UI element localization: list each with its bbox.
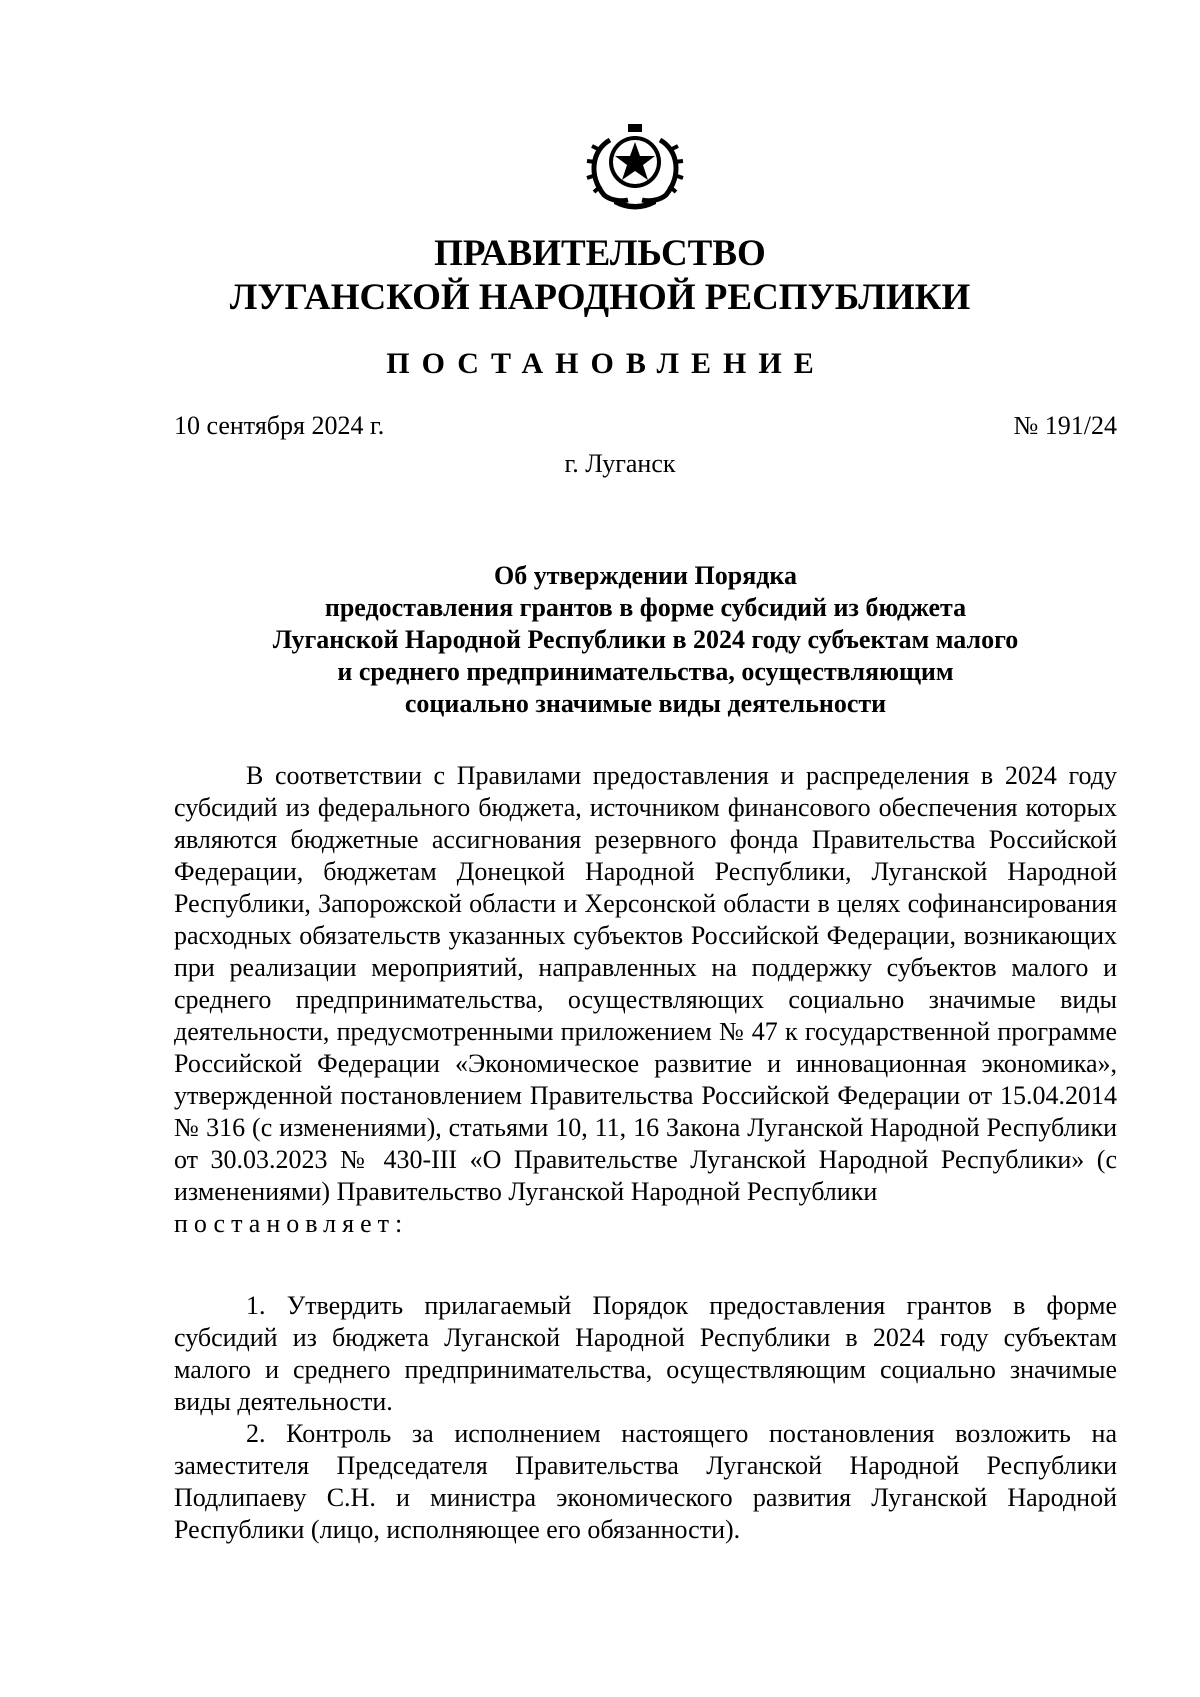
item-1-block xyxy=(174,1290,1117,1418)
government-title-line2: ЛУГАНСКОЙ НАРОДНОЙ РЕСПУБЛИКИ xyxy=(229,277,971,318)
preamble-paragraph: В соответствии с Правилами предоставления и распределения в 2024 году субсидий из федерального бюджета, источником финансового обеспечения которых являются бюджетные ассигнования резервного фонда Правительства Российской Федерации, бюджетам Донецкой Народной Республики, Луганской Народной Республики, Запорожской области и Херсонской области в целях софинансирования расходных обязательств указанных субъектов Российской Федерации, возникающих при реализации мероприятий, направленных на поддержку субъектов малого и среднего предпринимательства, осуществляющих социально значимые виды деятельности, предусмотренными приложением № 47 к государственной программе Российской Федерации «Экономическое развитие и инновационная экономика», утвержденной постановлением Правительства Российской Федерации от 15.04.2014 № 316 (с изменениями), статьями 10, 11, 16 Закона Луганской Народной Республики от 30.03.2023 № 430-III «О Правительстве Луганской Народной Республики» (с изменениями) Правительство Луганской Народной Республики xyxy=(174,761,1117,1206)
preamble-block xyxy=(174,760,1117,1240)
subject-line: Луганской Народной Республики в 2024 году субъектам малого xyxy=(272,625,1019,654)
decides-word: постановляет: xyxy=(174,1209,409,1238)
document-date: 10 сентября 2024 г. xyxy=(174,411,385,440)
coat-of-arms-icon xyxy=(570,120,700,210)
subject-line: предоставления грантов в форме субсидий из бюджета xyxy=(324,593,967,622)
document-type: ПОСТАНОВЛЕНИЕ xyxy=(386,347,826,380)
item-2-block xyxy=(174,1418,1117,1546)
subject-line: Об утверждении Порядка xyxy=(493,561,797,590)
item-1-paragraph: 1. Утвердить прилагаемый Порядок предоставления грантов в форме субсидий из бюджета Луганской Народной Республики в 2024 году субъектам малого и среднего предпринимательства, осуществляющим социально значимые виды деятельности. xyxy=(174,1291,1117,1416)
subject-line: и среднего предпринимательства, осуществляющим xyxy=(337,657,954,686)
item-2-paragraph: 2. Контроль за исполнением настоящего постановления возложить на заместителя Председателя Правительства Луганской Народной Республики Подлипаеву С.Н. и министра экономического развития Луганской Народной Республики (лицо, исполняющее его обязанности). xyxy=(174,1419,1117,1544)
document-number: № 191/24 xyxy=(1013,411,1117,440)
subject-line: социально значимые виды деятельности xyxy=(404,689,887,718)
document-subject xyxy=(174,560,1117,720)
document-city: г. Луганск xyxy=(564,449,676,478)
government-title-line1: ПРАВИТЕЛЬСТВО xyxy=(434,233,766,274)
